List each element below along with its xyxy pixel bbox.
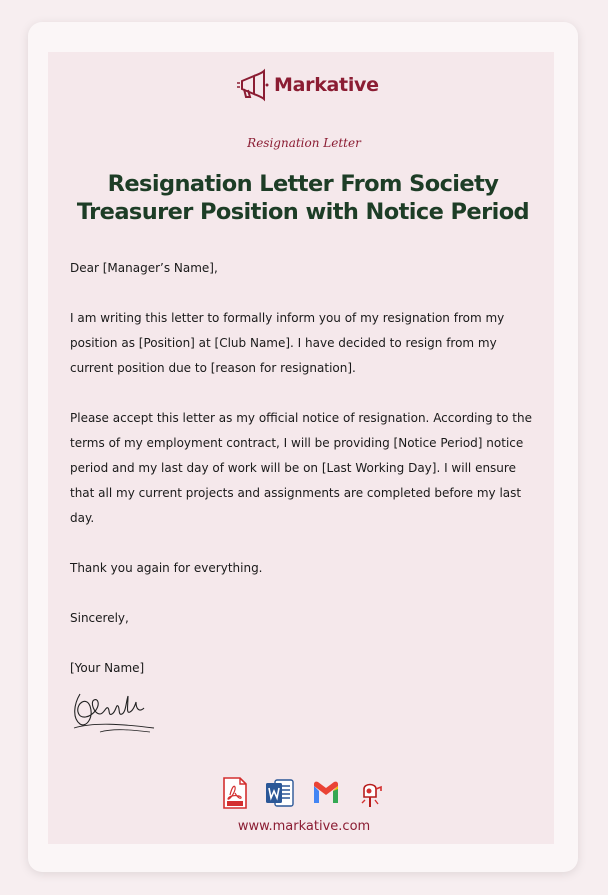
download-icons (220, 776, 386, 810)
brand-name: Markative (274, 74, 379, 96)
paragraph-notice: Please accept this letter as my official notice of resignation. According to the terms of my employment contract, I will be providing [Notice Period] notice period and my last day of work will be on [Last Working Day]. I will ensure that all my current projects and assignments are completed before my last day. (70, 411, 532, 525)
website-link[interactable]: www.markative.com (237, 819, 371, 834)
paragraph-intro: I am writing this letter to formally inform you of my resignation from my position as [Position] at [Club Name]. I have decided to resign from my current position due to [reason for resignation]. (70, 311, 505, 375)
page-title: Resignation Letter From Society Treasurer Position with Notice Period (76, 171, 530, 225)
pdf-icon[interactable] (220, 777, 250, 809)
document-category: Resignation Letter (247, 136, 361, 150)
word-icon[interactable] (265, 777, 295, 809)
brand-logo[interactable] (236, 67, 379, 103)
name-placeholder: [Your Name] (70, 661, 145, 675)
megaphone-icon (236, 68, 272, 102)
gmail-icon[interactable] (311, 777, 341, 809)
mailbox-icon[interactable] (356, 777, 386, 809)
salutation: Dear [Manager’s Name], (70, 261, 218, 275)
letter-body (70, 256, 540, 681)
paragraph-thanks: Thank you again for everything. (70, 561, 263, 575)
closing: Sincerely, (70, 611, 129, 625)
signature-image (70, 688, 160, 736)
